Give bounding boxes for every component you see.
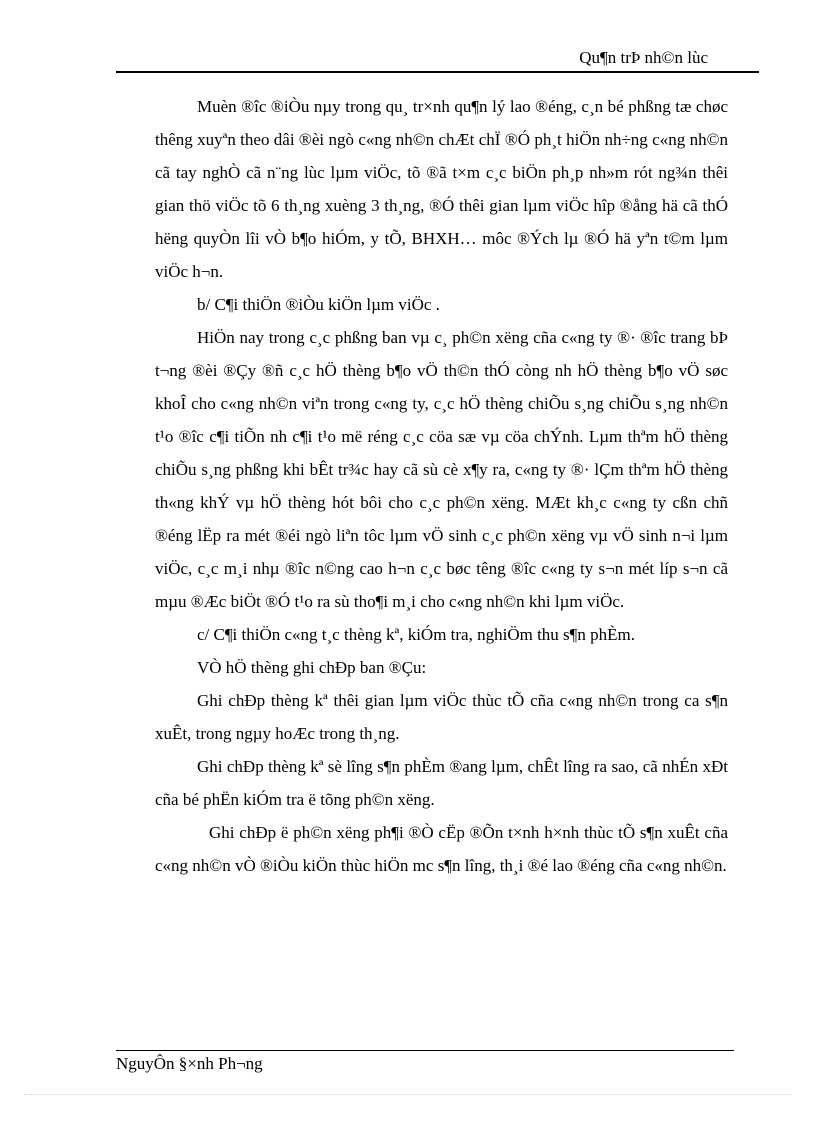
footer-author: NguyÔn §×nh Ph¬ng (116, 1054, 263, 1073)
paragraph-5: Ghi chÐp ë ph©n xëng ph¶i ®Ò cËp ®Õn t×nh h×nh thùc tÕ s¶n xuÊt cña c«ng nh©n vÒ ®iÒu kiÖn thùc hiÖn mc s¶n lîng, th¸i ®é lao ®éng cña c«ng nh©n. (155, 823, 728, 875)
footer-rule (116, 1050, 734, 1051)
page-edge-divider (24, 1094, 792, 1095)
paragraph-2: HiÖn nay trong c¸c phßng ban vµ c¸ ph©n xëng cña c«ng ty ®· ®îc trang bÞ t¬ng ®èi ®Çy ®ñ c¸c hÖ thèng b¶o vÖ th©n thÓ còng nh hÖ thèng b¶o vÖ søc khoÎ cho c«ng nh©n viªn trong c«ng ty, c¸c hÖ thèng chiÕu s¸ng chiÕu s¸ng nh©n t¹o ®îc c¶i tiÕn nh c¶i t¹o më réng c¸c cöa sæ vµ cöa chÝnh. Lµm thªm hÖ thèng chiÕu s¸ng phßng khi bÊt tr¾c hay cã sù cè x¶y ra, c«ng ty ®· lÇm thªm hÖ thèng th«ng khÝ vµ hÖ thèng hót bôi cho c¸c ph©n xëng. MÆt kh¸c c«ng ty cßn chñ ®éng lËp ra mét ®éi ngò liªn tôc lµm vÖ sinh c¸c ph©n xëng vµ vÖ sinh n¬i lµm viÖc, c¸c m¸i nhµ ®îc n©ng cao h¬n c¸c bøc têng ®îc c«ng ty s¬n mét líp s¬n cã mµu ®Æc biÖt ®Ó t¹o ra sù tho¶i m¸i cho c«ng nh©n khi lµm viÖc. (155, 328, 728, 611)
section-heading-b: b/ C¶i thiÖn ®iÒu kiÖn lµm viÖc . (197, 295, 440, 314)
document-body (155, 90, 728, 882)
header-title: Qu¶n trÞ nh©n lùc (579, 48, 708, 67)
paragraph-3: Ghi chÐp thèng kª thêi gian lµm viÖc thùc tÕ cña c«ng nh©n trong ca s¶n xuÊt, trong ngµy hoÆc trong th¸ng. (155, 691, 728, 743)
paragraph-4: Ghi chÐp thèng kª sè lîng s¶n phÈm ®ang lµm, chÊt lîng ra sao, cã nhÉn xÐt cña bé phËn kiÓm tra ë tõng ph©n xëng. (155, 757, 728, 809)
section-heading-c: c/ C¶i thiÖn c«ng t¸c thèng kª, kiÓm tra, nghiÖm thu s¶n phÈm. (197, 625, 635, 644)
paragraph-1: Muèn ®îc ®iÒu nµy trong qu¸ tr×nh qu¶n lý lao ®éng, c¸n bé phßng tæ chøc thêng xuyªn theo dâi ®èi ngò c«ng nh©n chÆt chÏ ®Ó ph¸t hiÖn nh÷ng c«ng nh©n cã tay nghÒ cã n¨ng lùc lµm viÖc, tõ ®ã t×m c¸c biÖn ph¸p nh»m rót ng¾n thêi gian thö viÖc tõ 6 th¸ng xuèng 3 th¸ng, ®Ó thêi gian lµm viÖc hîp ®ång hä cã thÓ hëng quyÒn lîi vÒ b¶o hiÓm, y tÕ, BHXH… môc ®Ých lµ ®Ó hä yªn t©m lµm viÖc h¬n. (155, 97, 728, 281)
subheading-records: VÒ hÖ thèng ghi chÐp ban ®Çu: (197, 658, 427, 677)
header-rule (116, 71, 759, 73)
